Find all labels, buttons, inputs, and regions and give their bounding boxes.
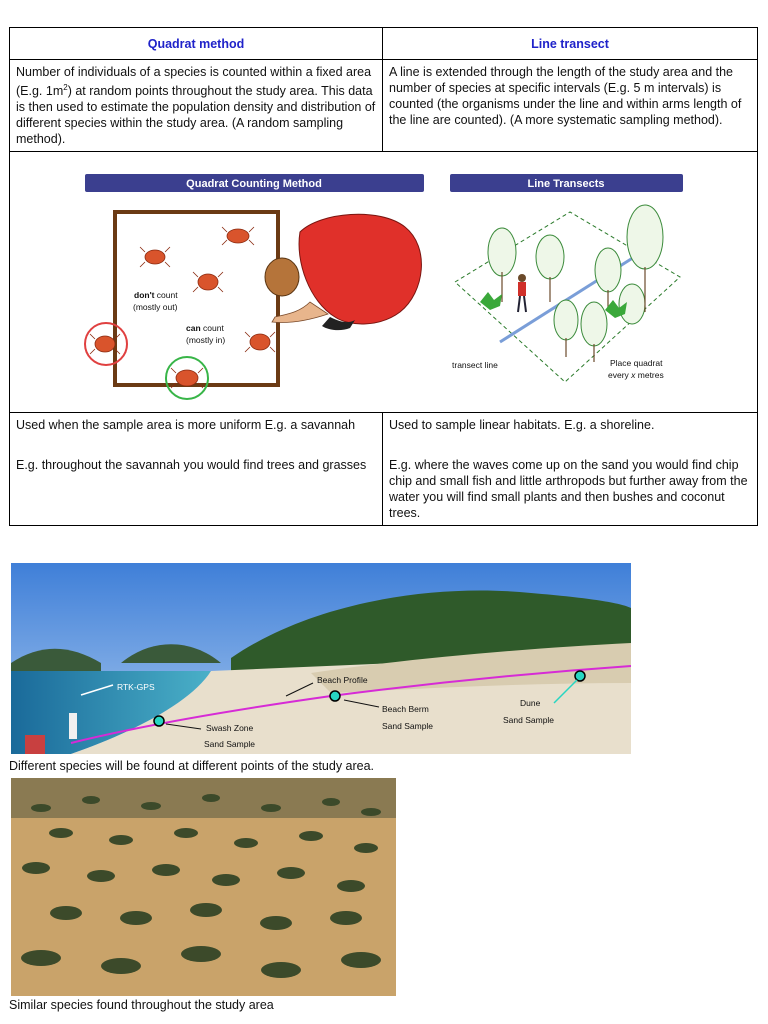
crab-icon	[222, 227, 254, 245]
berm-sample-label: Sand Sample	[382, 721, 434, 731]
dune-marker	[575, 671, 585, 681]
quadrat-description: Number of individuals of a species is counted within a fixed area (E.g. $1m^2$) at random points throughout the study area. This data is then used to estimate the population density and distribution of different species within the study area. (A random sampling method).	[16, 65, 376, 147]
header-quadrat-method: Quadrat method	[10, 28, 383, 60]
quadrat-description-cell	[10, 60, 383, 152]
header-line-transect: Line transect	[383, 28, 758, 60]
berm-marker	[330, 691, 340, 701]
place-quadrat-label: Place quadrat	[610, 358, 663, 369]
transect-banner-text: Line Transects	[527, 178, 605, 191]
transect-description: A line is extended through the length of the study area and the number of species at specific intervals (E.g. 5 m intervals) is counted (the organisms under the line and within arms length of the line are counted). (A more systematic sampling method).	[389, 65, 742, 127]
comparison-table	[9, 27, 758, 526]
transect-description-cell	[383, 60, 758, 152]
methods-figure	[10, 152, 757, 412]
quadrat-banner-text: Quadrat Counting Method	[186, 178, 322, 191]
person-illustration	[265, 214, 421, 330]
beach-berm-label: Beach Berm	[382, 704, 429, 714]
quadrat-usage-1: Used when the sample area is more uniform E.g. a savannah	[16, 418, 356, 433]
transect-usage-cell	[383, 413, 758, 526]
transect-usage-1: Used to sample linear habitats. E.g. a shoreline.	[389, 418, 655, 433]
dont-count-label: don't count	[134, 290, 178, 301]
savannah-photo	[11, 778, 396, 996]
crab-icon	[245, 332, 275, 352]
savannah-scene	[11, 778, 396, 996]
swash-sample-label: Sand Sample	[204, 739, 256, 749]
can-count-label: can count	[186, 323, 224, 334]
beach-profile-label: Beach Profile	[317, 675, 368, 685]
quadrat-usage-cell	[10, 413, 383, 526]
dune-label: Dune	[520, 698, 541, 708]
methods-illustration	[10, 152, 756, 412]
beach-scene	[11, 563, 631, 754]
quadrat-usage-2: E.g. throughout the savannah you would find trees and grasses	[16, 458, 367, 473]
transect-line-label: transect line	[452, 360, 498, 371]
transect-usage-2: E.g. where the waves come up on the sand you would find chip chip and small fish and little arthropods but further away from the water you will find small plants and then bushes and coconut trees.	[389, 458, 748, 521]
crab-icon	[140, 247, 170, 267]
beach-caption: Different species will be found at different points of the study area.	[9, 759, 375, 773]
rtk-gps-label: RTK-GPS	[117, 682, 155, 692]
methods-figure-cell	[10, 152, 758, 413]
beach-transect-photo	[11, 563, 631, 754]
swash-zone-label: Swash Zone	[206, 723, 254, 733]
crab-icon	[193, 272, 223, 292]
dune-sample-label: Sand Sample	[503, 715, 555, 725]
dont-count-note: (mostly out)	[133, 302, 178, 313]
savannah-caption: Similar species found throughout the study area	[9, 998, 274, 1012]
can-count-note: (mostly in)	[186, 335, 226, 346]
swash-marker	[154, 716, 164, 726]
transect-diagram	[455, 205, 680, 382]
every-x-metres-label: every x metres	[608, 370, 664, 381]
